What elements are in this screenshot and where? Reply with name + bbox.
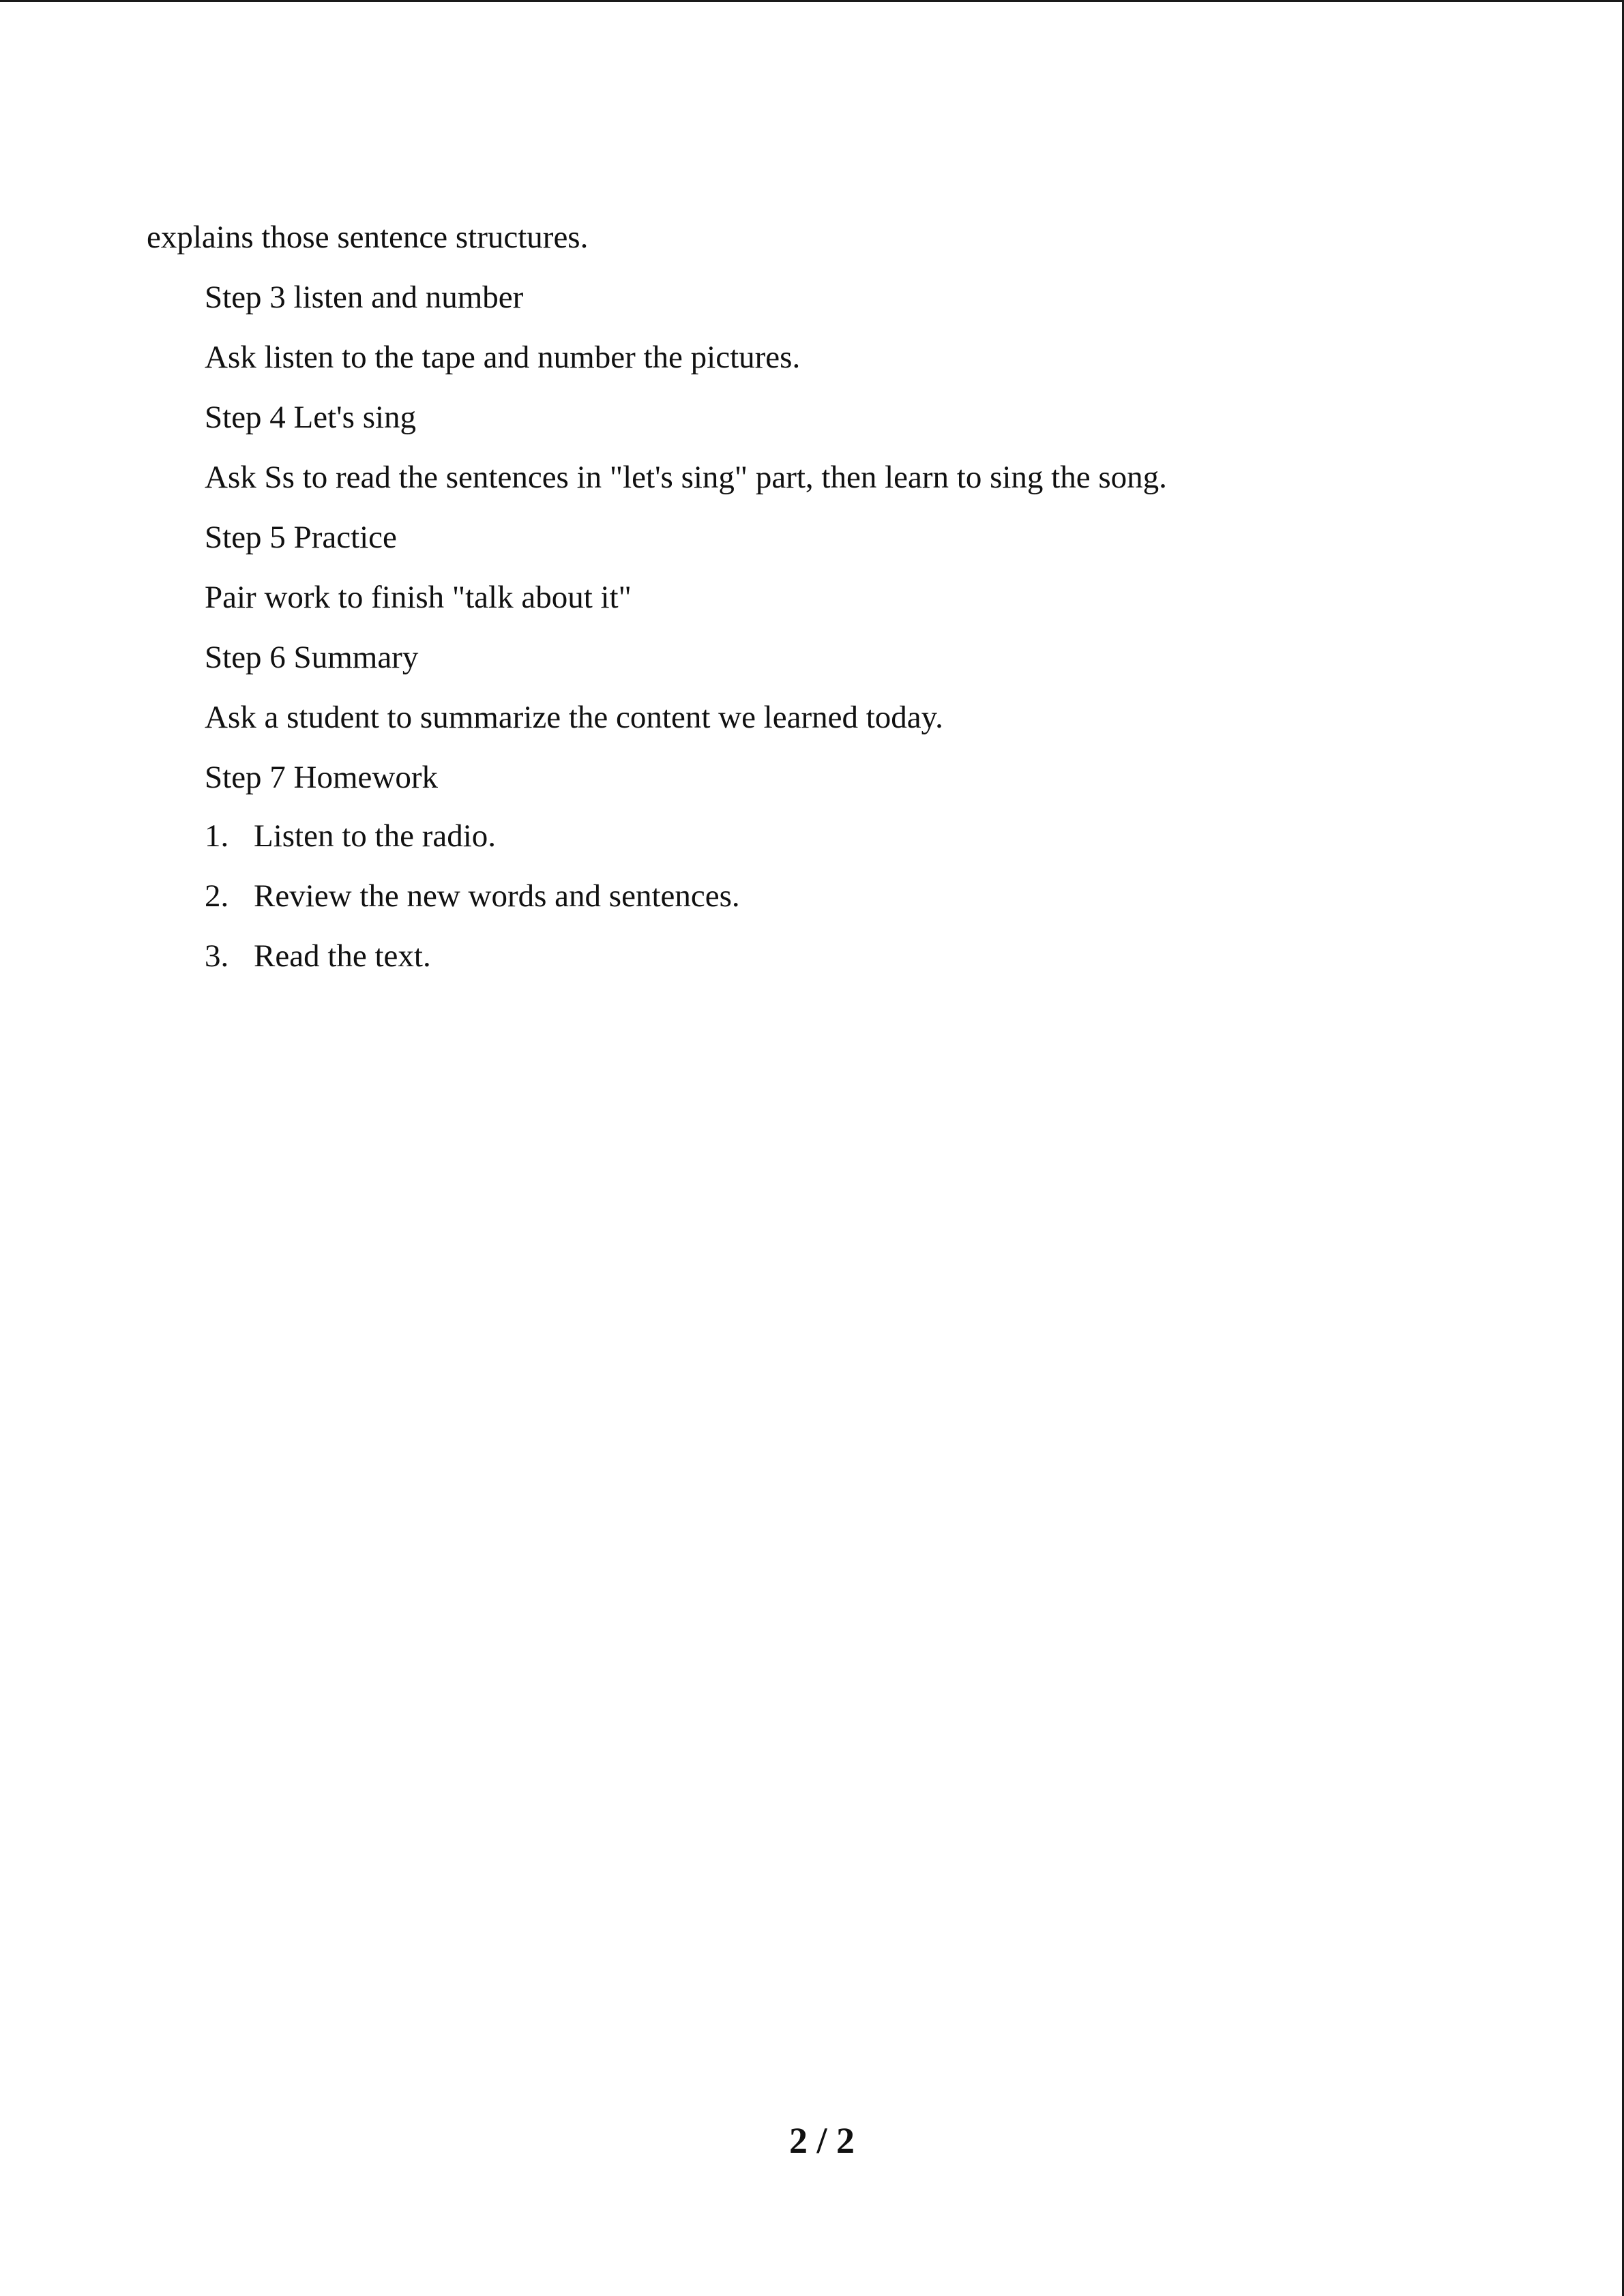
step-6-text: Ask a student to summarize the content we learned today. [205, 700, 943, 735]
step-6-heading: Step 6 Summary [205, 640, 419, 675]
homework-item [205, 876, 740, 916]
homework-item [205, 936, 431, 976]
homework-item-number: 3. [205, 938, 229, 974]
continuation-line: explains those sentence structures. [147, 220, 589, 255]
homework-item-text: Review the new words and sentences. [254, 878, 740, 914]
step-4-heading: Step 4 Let's sing [205, 400, 417, 435]
step-5-text: Pair work to finish "talk about it" [205, 580, 632, 615]
step-4-text: Ask Ss to read the sentences in "let's sing" part, then learn to sing the song. [205, 460, 1167, 495]
step-7-heading: Step 7 Homework [205, 760, 439, 795]
homework-item-number: 1. [205, 818, 229, 854]
homework-item-number: 2. [205, 878, 229, 914]
page-number: 2 / 2 [788, 2120, 855, 2161]
homework-item-text: Read the text. [254, 938, 431, 974]
step-3-text: Ask listen to the tape and number the pictures. [205, 340, 801, 375]
homework-item-text: Listen to the radio. [254, 818, 497, 854]
page-border-top [0, 0, 1624, 2]
homework-item [205, 816, 496, 856]
step-3-heading: Step 3 listen and number [205, 280, 524, 315]
step-5-heading: Step 5 Practice [205, 520, 397, 555]
